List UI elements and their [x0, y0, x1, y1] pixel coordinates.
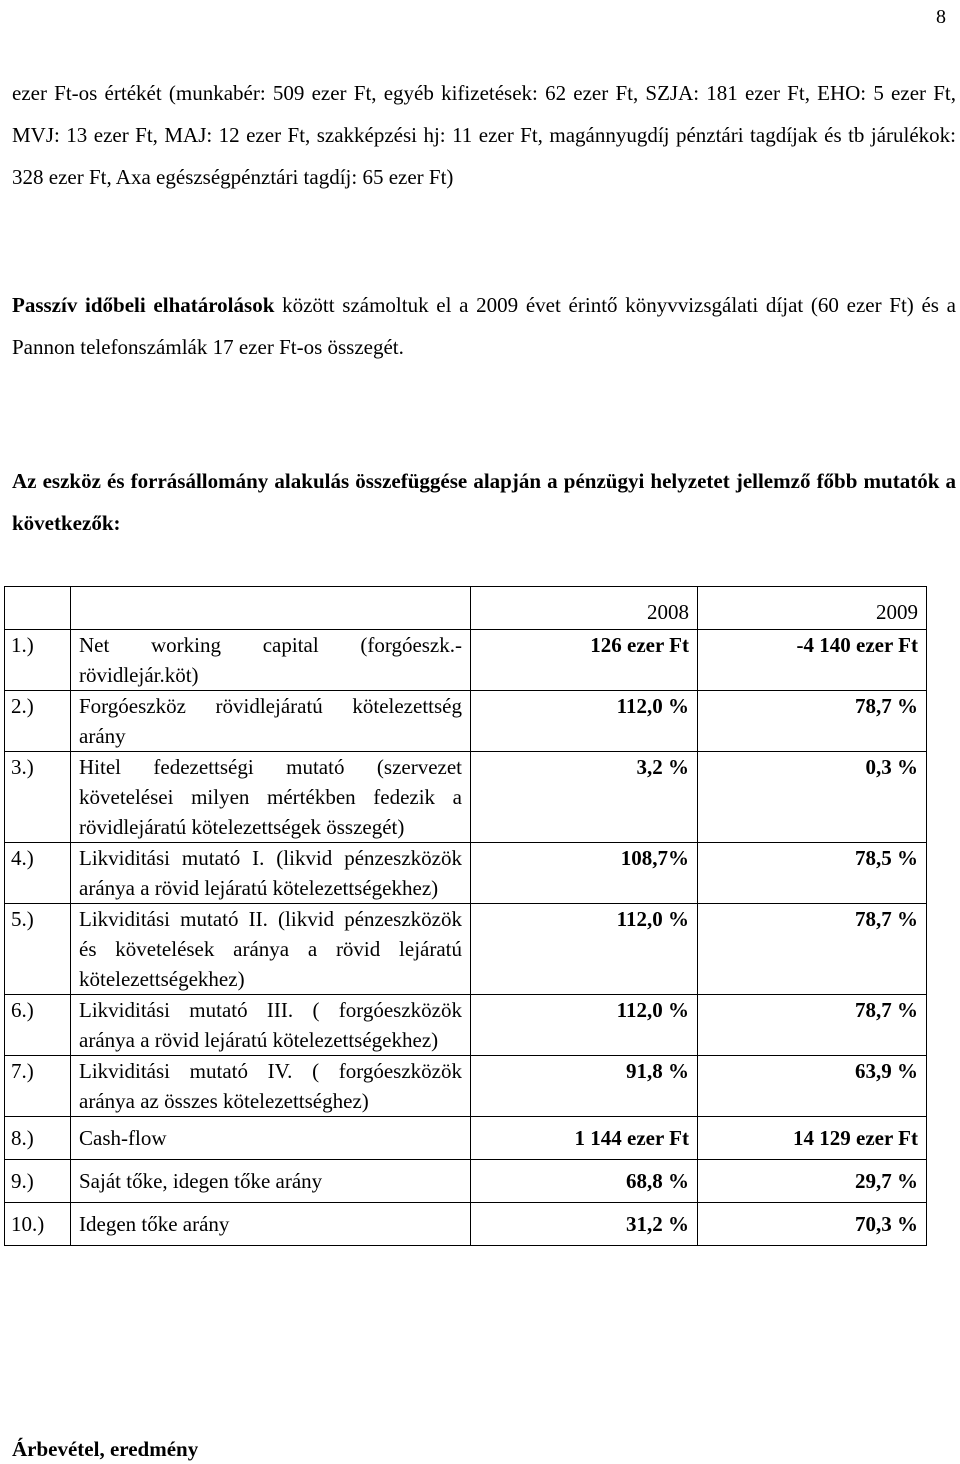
paragraph-accruals [12, 284, 956, 368]
row-index: 4.) [5, 843, 71, 904]
row-label: Idegen tőke arány [71, 1203, 471, 1246]
table-row [5, 1117, 927, 1160]
table-row [5, 1160, 927, 1203]
row-value-2008: 31,2 % [471, 1203, 698, 1246]
table-row [5, 904, 927, 995]
row-value-2009: 78,5 % [698, 843, 927, 904]
row-value-2008: 68,8 % [471, 1160, 698, 1203]
row-value-2009: -4 140 ezer Ft [698, 630, 927, 691]
accruals-bold-lead: Passzív időbeli elhatárolások [12, 293, 275, 317]
header-cell-2009: 2009 [698, 587, 927, 630]
accruals-text: között számoltuk el a 2009 évet érintő könyvvizsgálati díjat (60 ezer Ft) és a Pannon telefonszámlák 17 ezer Ft-os összegét. [12, 293, 956, 359]
row-value-2008: 112,0 % [471, 691, 698, 752]
row-index: 5.) [5, 904, 71, 995]
row-value-2008: 3,2 % [471, 752, 698, 843]
table-header-row [5, 587, 927, 630]
row-value-2008: 108,7% [471, 843, 698, 904]
page-number: 8 [936, 6, 946, 28]
row-value-2009: 78,7 % [698, 904, 927, 995]
row-label: Likviditási mutató III. ( forgóeszközök aránya a rövid lejáratú kötelezettségekhez) [71, 995, 471, 1056]
row-value-2009: 14 129 ezer Ft [698, 1117, 927, 1160]
row-index: 10.) [5, 1203, 71, 1246]
row-value-2008: 1 144 ezer Ft [471, 1117, 698, 1160]
row-value-2009: 78,7 % [698, 691, 927, 752]
row-label: Net working capital (forgóeszk.-rövidlejár.köt) [71, 630, 471, 691]
row-label: Likviditási mutató I. (likvid pénzeszközök aránya a rövid lejáratú kötelezettségekhez) [71, 843, 471, 904]
row-label: Likviditási mutató II. (likvid pénzeszközök és követelések aránya a rövid lejáratú kötelezettségekhez) [71, 904, 471, 995]
header-cell-label [71, 587, 471, 630]
table-row [5, 691, 927, 752]
table-row [5, 1203, 927, 1246]
row-value-2008: 126 ezer Ft [471, 630, 698, 691]
paragraph-personnel-costs: ezer Ft-os értékét (munkabér: 509 ezer Ft, egyéb kifizetések: 62 ezer Ft, SZJA: 181 ezer Ft, EHO: 5 ezer Ft, MVJ: 13 ezer Ft, MAJ: 12 ezer Ft, szakképzési hj: 11 ezer Ft, magánnyugdíj pénztári tagdíjak és tb járulékok: 328 ezer Ft, Axa egészségpénztári tagdíj: 65 ezer Ft) [12, 81, 956, 189]
row-index: 8.) [5, 1117, 71, 1160]
table-row [5, 843, 927, 904]
section-heading-revenue: Árbevétel, eredmény [12, 1437, 199, 1461]
header-cell-index [5, 587, 71, 630]
row-index: 3.) [5, 752, 71, 843]
row-value-2009: 63,9 % [698, 1056, 927, 1117]
row-value-2009: 29,7 % [698, 1160, 927, 1203]
row-value-2008: 91,8 % [471, 1056, 698, 1117]
row-label: Likviditási mutató IV. ( forgóeszközök aránya az összes kötelezettséghez) [71, 1056, 471, 1117]
row-index: 2.) [5, 691, 71, 752]
row-label: Saját tőke, idegen tőke arány [71, 1160, 471, 1203]
row-value-2009: 0,3 % [698, 752, 927, 843]
row-label: Hitel fedezettségi mutató (szervezet követelései milyen mértékben fedezik a rövidlejáratú kötelezettségek összegét) [71, 752, 471, 843]
row-index: 9.) [5, 1160, 71, 1203]
paragraph-indicators-intro: Az eszköz és forrásállomány alakulás összefüggése alapján a pénzügyi helyzetet jellemző főbb mutatók a következők: [12, 469, 956, 535]
table-row [5, 752, 927, 843]
row-label: Forgóeszköz rövidlejáratú kötelezettség arány [71, 691, 471, 752]
table-row [5, 1056, 927, 1117]
row-value-2009: 78,7 % [698, 995, 927, 1056]
table-row [5, 630, 927, 691]
row-label: Cash-flow [71, 1117, 471, 1160]
row-index: 1.) [5, 630, 71, 691]
row-value-2009: 70,3 % [698, 1203, 927, 1246]
row-index: 6.) [5, 995, 71, 1056]
header-cell-2008: 2008 [471, 587, 698, 630]
table-row [5, 995, 927, 1056]
row-index: 7.) [5, 1056, 71, 1117]
financial-indicators-table [4, 586, 927, 1246]
row-value-2008: 112,0 % [471, 995, 698, 1056]
row-value-2008: 112,0 % [471, 904, 698, 995]
